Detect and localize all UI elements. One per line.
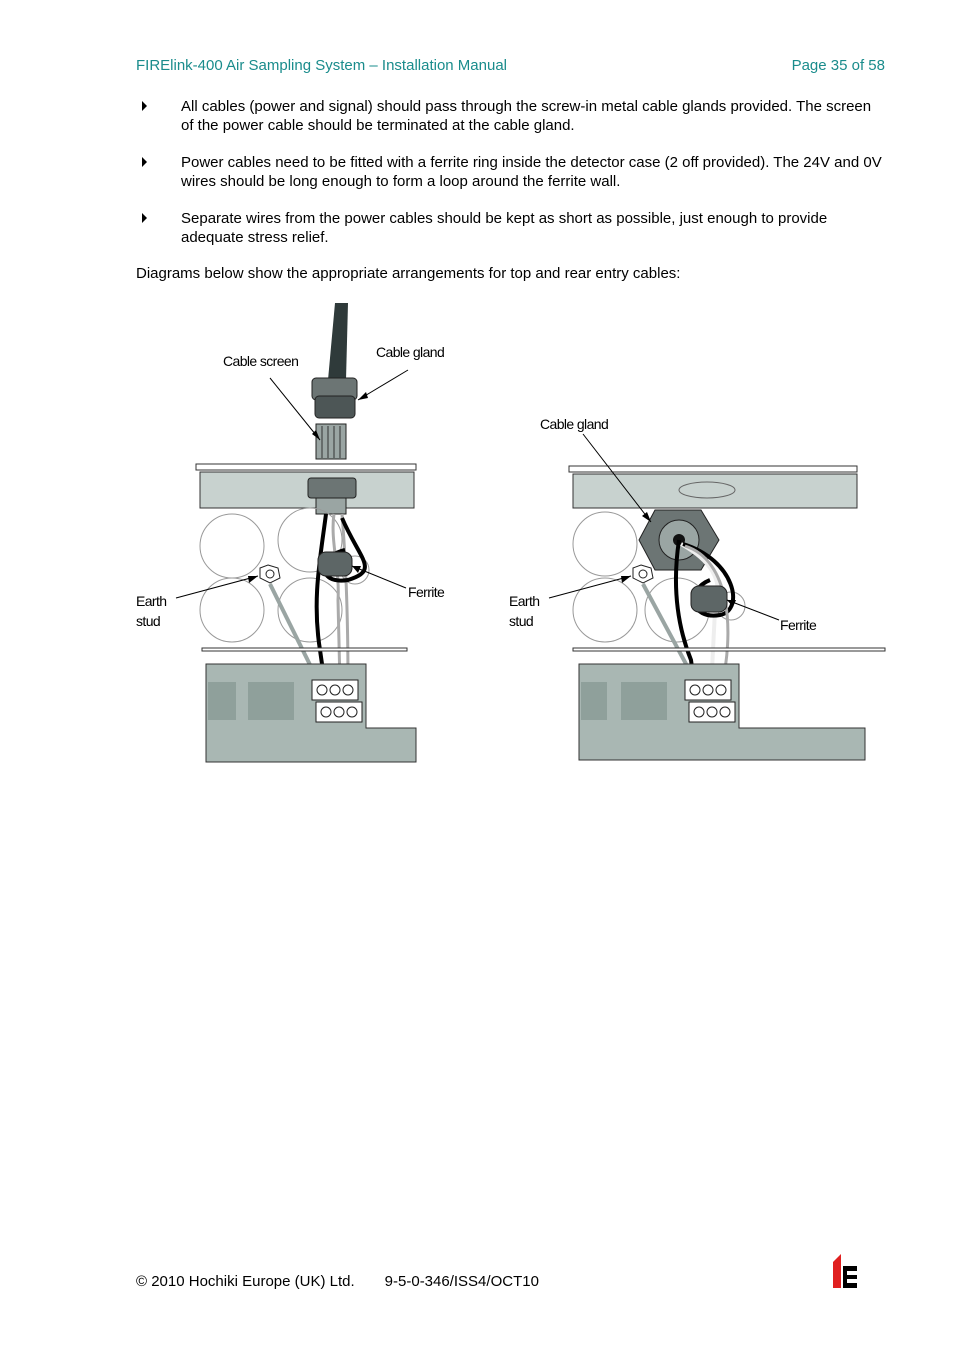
earth-label: Earth <box>136 593 167 609</box>
arrow-bullet-icon <box>142 101 147 111</box>
cable-gland-label: Cable gland <box>540 416 609 432</box>
stud-label: stud <box>136 613 161 629</box>
rear-entry-diagram <box>505 410 890 765</box>
ferrite-label: Ferrite <box>408 584 445 600</box>
ferrite-ring-icon <box>691 586 727 612</box>
document-title: FIRElink-400 Air Sampling System – Installation Manual <box>136 57 508 74</box>
circuit-board-icon <box>206 664 416 762</box>
ferrite-arrow <box>352 566 406 588</box>
cable-screen-label: Cable screen <box>223 353 299 369</box>
knockout-circle-icon <box>200 514 264 578</box>
bullet-list <box>136 97 886 265</box>
power-cable-icon <box>328 303 348 380</box>
cable-screen-icon <box>316 424 346 459</box>
ferrite-arrow <box>727 600 779 620</box>
earth-label: Earth <box>509 593 540 609</box>
hochiki-logo-icon <box>831 1252 861 1290</box>
top-panel-icon <box>200 472 414 508</box>
cable-gland-label: Cable gland <box>376 344 445 360</box>
terminal-block-icon <box>312 680 358 700</box>
list-item <box>136 97 886 135</box>
arrow-bullet-icon <box>142 157 147 167</box>
ferrite-ring-icon <box>318 552 352 576</box>
page-number: Page 35 of 58 <box>791 57 885 74</box>
intro-paragraph: Diagrams below show the appropriate arrangements for top and rear entry cables: <box>136 265 681 282</box>
page-footer <box>136 1273 539 1290</box>
earth-stud-icon <box>633 565 653 583</box>
top-panel-icon <box>573 474 857 508</box>
arrow-bullet-icon <box>142 213 147 223</box>
list-item <box>136 209 886 247</box>
earth-stud-icon <box>260 565 280 583</box>
document-reference: 9-5-0-346/ISS4/OCT10 <box>384 1273 539 1290</box>
list-item <box>136 153 886 191</box>
earth-stud-arrow <box>176 576 258 598</box>
terminal-block-icon <box>685 680 731 700</box>
list-item-text: Separate wires from the power cables should be kept as short as possible, just enough to provide adequate stress relief. <box>181 210 828 246</box>
stud-label: stud <box>509 613 534 629</box>
top-entry-diagram <box>130 300 445 765</box>
earth-stud-arrow <box>549 576 631 598</box>
knockout-circle-icon <box>573 512 637 576</box>
list-item-text: All cables (power and signal) should pass through the screw-in metal cable glands provided. The screen of the power cable should be terminated at the cable gland. <box>181 98 872 134</box>
list-item-text: Power cables need to be fitted with a ferrite ring inside the detector case (2 off provided). The 24V and 0V wires should be long enough to form a loop around the ferrite wall. <box>181 154 882 190</box>
copyright-text: © 2010 Hochiki Europe (UK) Ltd. <box>136 1273 355 1290</box>
ferrite-label: Ferrite <box>780 617 817 633</box>
